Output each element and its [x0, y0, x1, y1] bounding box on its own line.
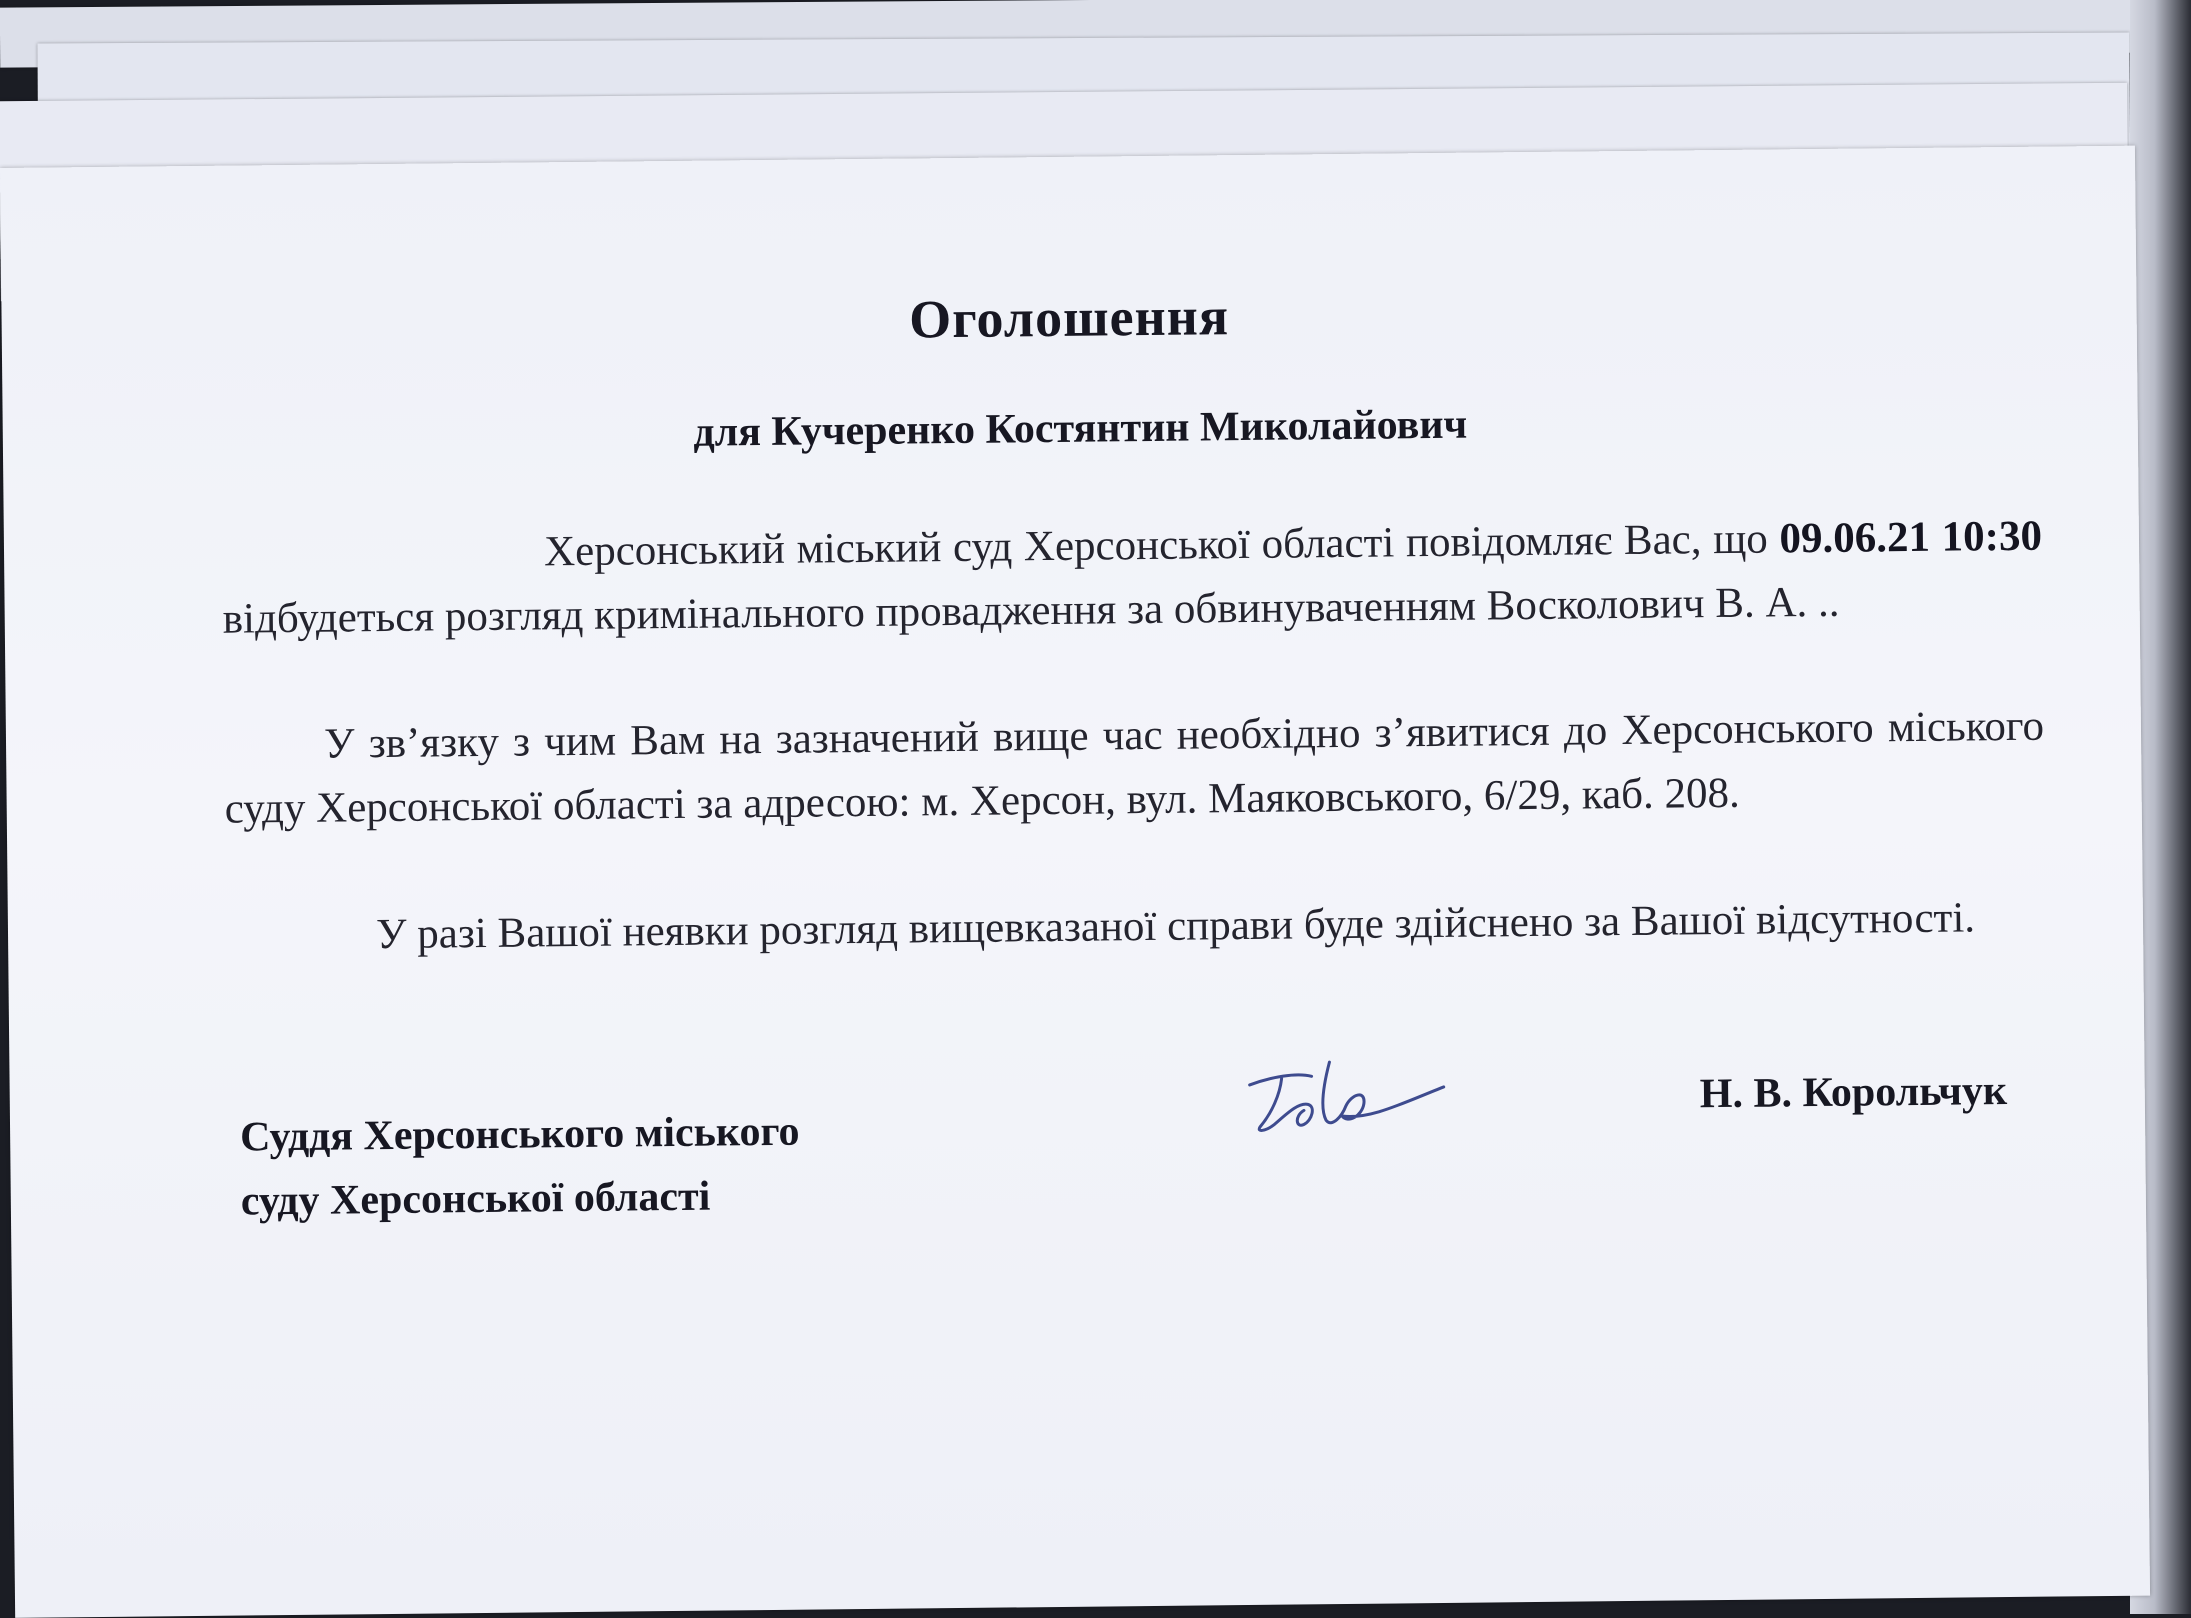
notice-paragraph-address: У зв’язку з чим Вам на зазначений вище час необхідно з’явитися до Херсонського міського суду Херсонської області за адресою: м. Херсон, вул. Маяковського, 6/29, каб. 208.: [224, 702, 2045, 833]
judge-name: Н. В. Корольчук: [1699, 1068, 2008, 1118]
notice-paragraph-absence: У разі Вашої неявки розгляд вищевказаної справи буде здійснено за Вашої відсутності.: [375, 894, 1976, 959]
notice-paper: [0, 146, 2150, 1618]
judge-role-line2: суду Херсонської області: [240, 1173, 711, 1225]
notice-recipient: для Кучеренко Костянтин Миколайович: [693, 401, 1468, 456]
hearing-datetime: 09.06.21 10:30: [1779, 512, 2043, 563]
judge-role: [240, 1100, 801, 1234]
notice-title: Оголошення: [908, 286, 1230, 350]
judge-role-line1: Суддя Херсонського міського: [239, 1108, 800, 1161]
hearing-rest-text: відбудеться розгляд кримінального провадження за обвинуваченням Восколович В. А. ..: [222, 578, 1840, 643]
hearing-lead-text: Херсонський міський суд Херсонської області повідомляє Вас, що: [543, 515, 1780, 576]
notice-paragraph-hearing: [222, 505, 2043, 652]
handwritten-signature: [1241, 1053, 1452, 1145]
